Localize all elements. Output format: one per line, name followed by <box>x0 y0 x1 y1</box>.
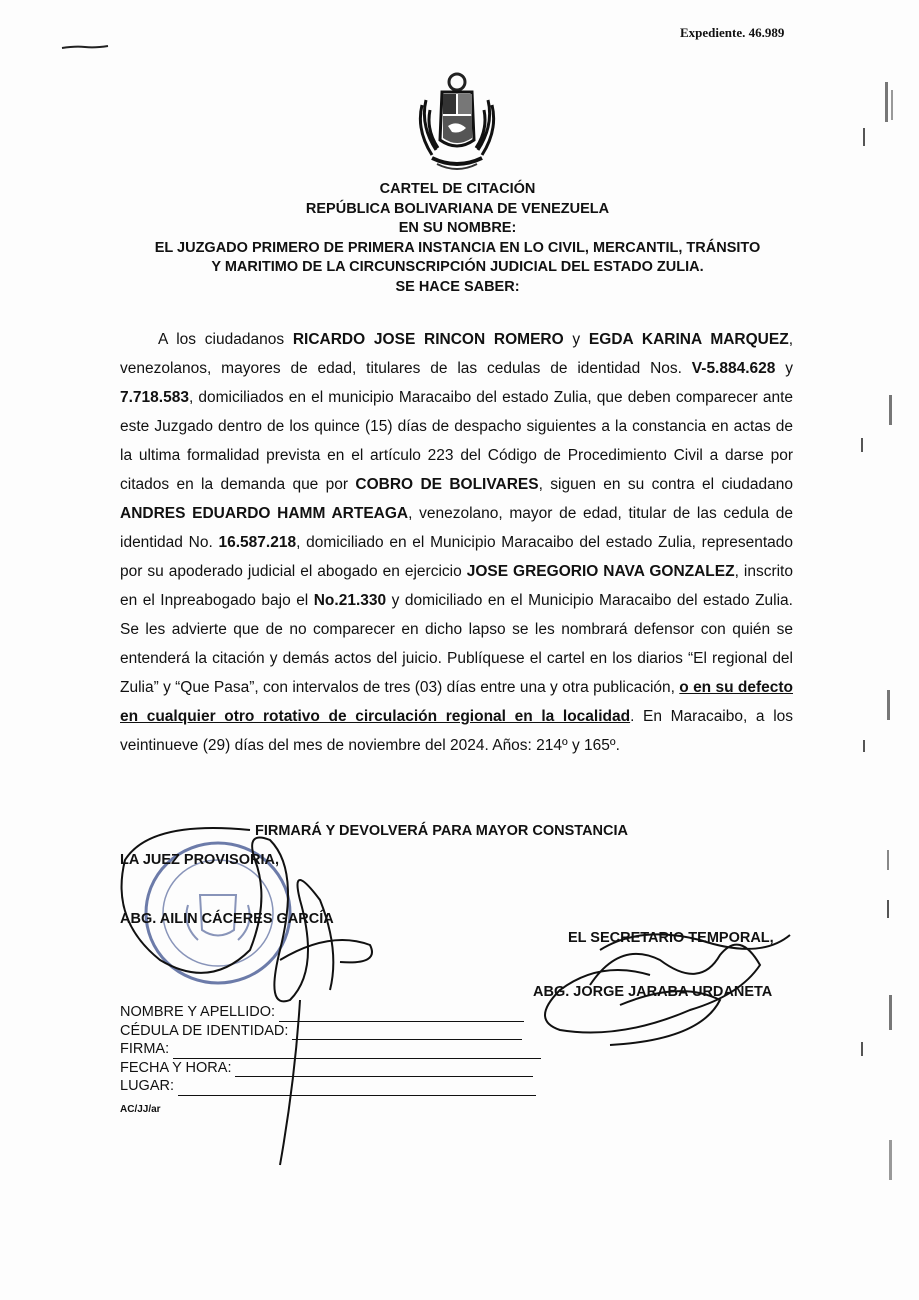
underlined-clause: o en su defecto en cualquier otro rotativo de circulación regional en la localidad <box>120 679 793 725</box>
document-header <box>100 180 815 297</box>
form-row-fecha <box>120 1059 541 1078</box>
inpreabogado-number: No.21.330 <box>313 592 387 609</box>
form-field-fecha[interactable] <box>235 1064 533 1077</box>
secretary-title: EL SECRETARIO TEMPORAL, <box>568 930 774 946</box>
pen-mark <box>60 44 110 50</box>
plaintiff-id: 16.587.218 <box>218 534 297 551</box>
sign-instruction: FIRMARÁ Y DEVOLVERÁ PARA MAYOR CONSTANCIA <box>255 823 628 839</box>
form-field-lugar[interactable] <box>178 1083 536 1096</box>
body-text: . En Maracaibo, a los veintinueve (29) días del mes de noviembre del 2024. Años: 214º y 165º. <box>120 708 794 754</box>
claim-type: COBRO DE BOLIVARES <box>355 476 539 493</box>
body-text: y <box>563 331 589 348</box>
header-republic: REPÚBLICA BOLIVARIANA DE VENEZUELA <box>305 200 610 217</box>
id-number-2: 7.718.583 <box>120 389 189 406</box>
form-label-nombre: NOMBRE Y APELLIDO: <box>120 1004 275 1020</box>
secretary-name: ABG. JORGE JARABA URDANETA <box>533 984 773 1000</box>
form-label-firma: FIRMA: <box>120 1041 170 1057</box>
form-field-cedula[interactable] <box>292 1027 522 1040</box>
form-label-cedula: CÉDULA DE IDENTIDAD: <box>120 1022 289 1039</box>
form-row-firma <box>120 1040 541 1059</box>
form-field-nombre[interactable] <box>279 1009 524 1022</box>
body-text: , venezolano, mayor de edad, titular de las cedula de identidad No. <box>120 505 794 551</box>
body-text: , inscrito en el Inpreabogado bajo el <box>120 563 793 609</box>
form-label-lugar: LUGAR: <box>120 1078 174 1094</box>
body-text: , domiciliados en el municipio Maracaibo del estado Zulia, que deben comparecer ante este Juzgado dentro de los quince (15) días de despacho siguientes a la constancia en actas de la ultima formalidad prevista en el artículo 223 del Código de Procedimiento Civil a darse por citados en la demanda que por <box>120 389 793 493</box>
header-se-hace-saber: SE HACE SABER: <box>395 278 520 295</box>
header-court-line-1: EL JUZGADO PRIMERO DE PRIMERA INSTANCIA EN LO CIVIL, MERCANTIL, TRÁNSITO <box>154 239 761 256</box>
defendant-name-1: RICARDO JOSE RINCON ROMERO <box>292 331 564 348</box>
header-title: CARTEL DE CITACIÓN <box>379 181 536 197</box>
judge-name: ABG. AILIN CÁCERES GARCÍA <box>120 911 334 927</box>
form-field-firma[interactable] <box>173 1046 541 1059</box>
body-paragraph <box>120 325 793 760</box>
header-en-su-nombre: EN SU NOMBRE: <box>398 220 517 236</box>
form-row-nombre <box>120 1003 541 1022</box>
scan-edge-noise <box>859 0 919 1300</box>
body-text: y domiciliado en el Municipio Maracaibo del estado Zulia. Se les advierte que de no comparecer en dicho lapso se les nombrará defensor con quién se entenderá la citación y demás actos del juicio. Publíquese el cartel en los diarios “El regional del Zulia” y “Que Pasa”, con intervalos de tres (03) días entre una y otra publicación, <box>120 592 793 696</box>
form-row-cedula <box>120 1022 541 1041</box>
plaintiff-name: ANDRES EDUARDO HAMM ARTEAGA <box>120 505 409 522</box>
defendant-name-2: EGDA KARINA MARQUEZ <box>588 331 789 348</box>
id-number-1: V-5.884.628 <box>691 360 776 377</box>
initials: AC/JJ/ar <box>120 1104 161 1115</box>
judge-title: LA JUEZ PROVISORIA, <box>120 852 279 868</box>
form-row-lugar <box>120 1077 541 1096</box>
receipt-form <box>120 1003 541 1096</box>
body-text: A los ciudadanos <box>158 331 293 348</box>
coat-of-arms-icon <box>412 70 502 175</box>
form-label-fecha: FECHA Y HORA: <box>120 1059 232 1076</box>
body-text: , venezolanos, mayores de edad, titulares de las cedulas de identidad Nos. <box>120 331 793 377</box>
header-court-line-2: Y MARITIMO DE LA CIRCUNSCRIPCIÓN JUDICIAL DEL ESTADO ZULIA. <box>211 259 704 275</box>
body-text: , domiciliado en el Municipio Maracaibo del estado Zulia, representado por su apoderado judicial el abogado en ejercicio <box>120 534 793 580</box>
case-number: Expediente. 46.989 <box>680 25 785 40</box>
attorney-name: JOSE GREGORIO NAVA GONZALEZ <box>466 563 735 580</box>
body-text: , siguen en su contra el ciudadano <box>538 476 793 493</box>
body-text: y <box>775 360 793 377</box>
